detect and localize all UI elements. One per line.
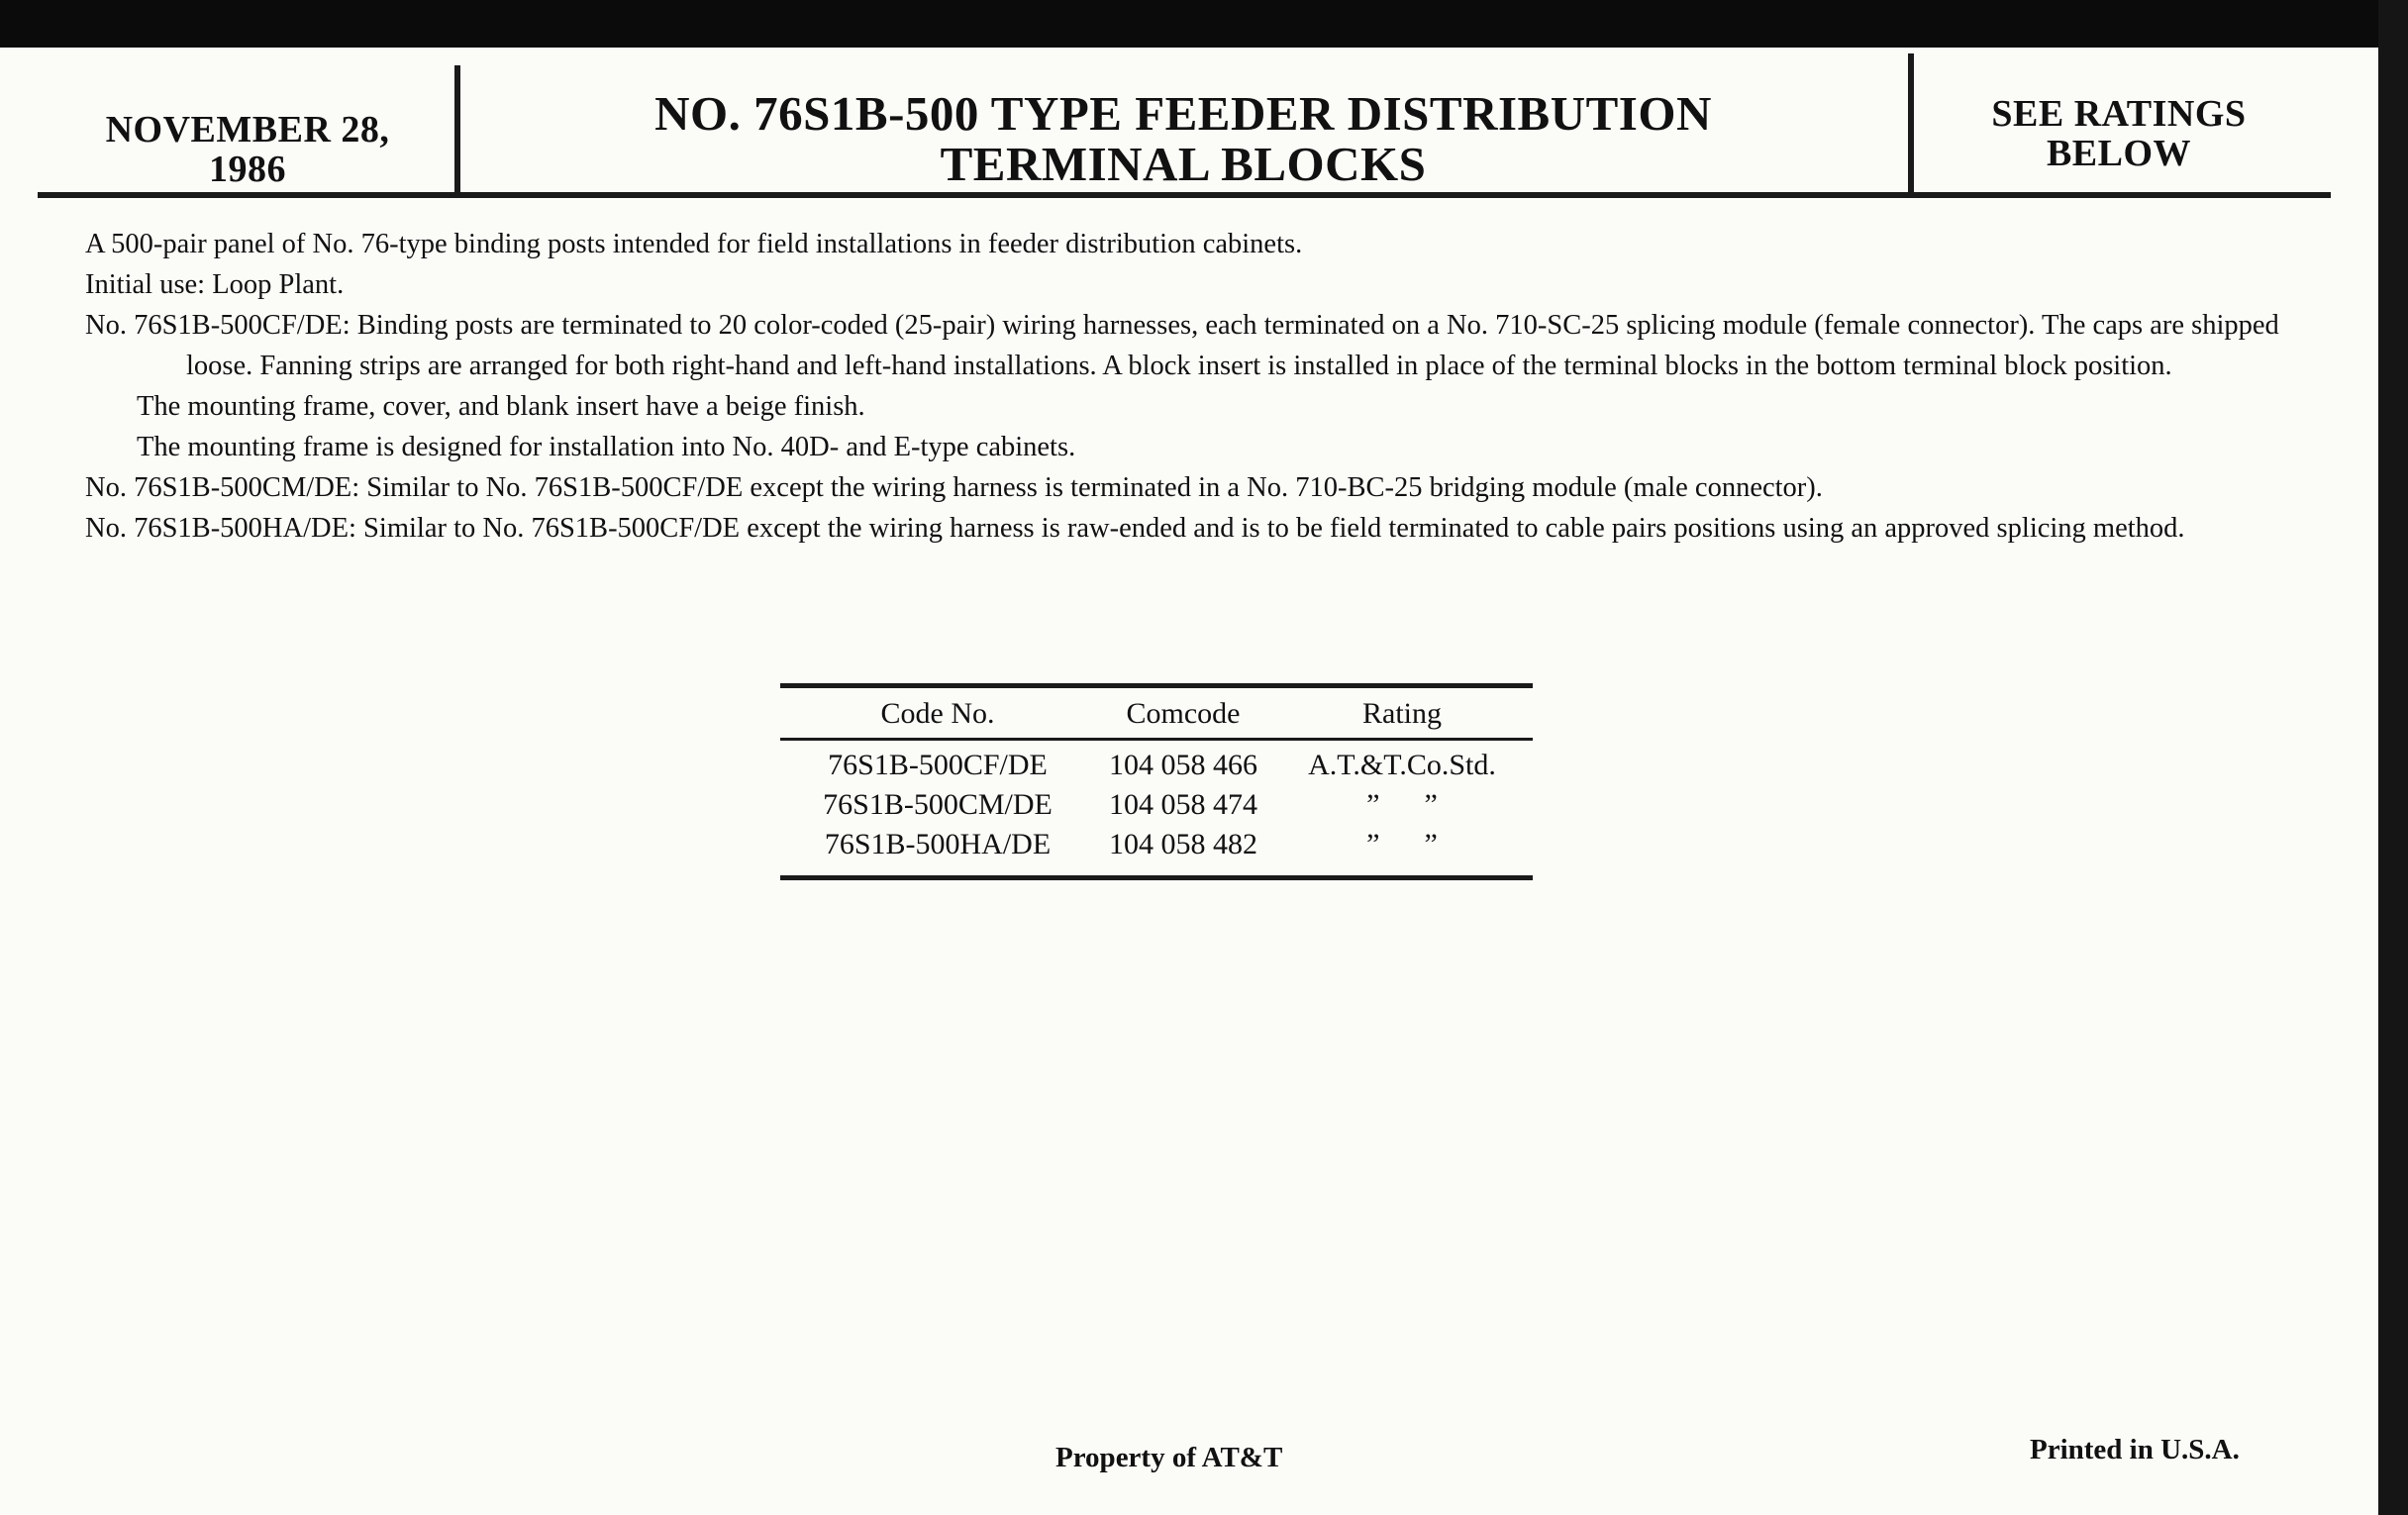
issue-date-line2: 1986 [209, 148, 286, 190]
table-row [780, 826, 1533, 865]
issue-date-line1: NOVEMBER 28, [105, 109, 390, 151]
page-title-line1: NO. 76S1B-500 TYPE FEEDER DISTRIBUTION [654, 86, 1712, 141]
comcode-cell: 104 058 474 [1109, 788, 1257, 821]
code-cell: 76S1B-500CM/DE [823, 788, 1053, 821]
property-notice: Property of AT&T [1055, 1442, 1283, 1473]
code-cell: 76S1B-500CF/DE [828, 749, 1048, 781]
header-divider-left [454, 65, 460, 198]
header-divider-right [1908, 53, 1914, 198]
description-body [85, 224, 2283, 549]
scan-right-border [2378, 0, 2408, 1515]
scan-top-border [0, 0, 2408, 48]
rating-cell: ” ” [1366, 788, 1438, 821]
header-rule [38, 192, 2331, 198]
initial-use-paragraph: Initial use: Loop Plant. [85, 269, 345, 300]
issue-date [59, 111, 436, 189]
header-code-no: Code No. [880, 697, 995, 730]
rating-cell: ” ” [1366, 828, 1438, 860]
comcode-cell: 104 058 466 [1109, 749, 1257, 781]
code-cell: 76S1B-500HA/DE [824, 828, 1052, 860]
document-page [0, 48, 2378, 1515]
frame-note: The mounting frame is designed for installation into No. 40D- and E-type cabinets. [137, 432, 1076, 462]
cf-description: No. 76S1B-500CF/DE: Binding posts are terminated to 20 color-coded (25-pair) wiring harnesses, each terminated on a No. 710-SC-25 splicing module (female connector). The caps are shipped loose. Fanning strips are arranged for both right-hand and left-hand installations. A block insert is installed in place of the terminal blocks in the bottom terminal block position. [85, 310, 2279, 381]
comcode-cell: 104 058 482 [1109, 828, 1257, 860]
table-bottom-rule [780, 875, 1533, 880]
cm-description: No. 76S1B-500CM/DE: Similar to No. 76S1B-500CF/DE except the wiring harness is terminated in a No. 710-BC-25 bridging module (male connector). [85, 472, 1823, 503]
table-row [780, 741, 1533, 786]
rating-cell: A.T.&T.Co.Std. [1308, 749, 1496, 781]
finish-note: The mounting frame, cover, and blank insert have a beige finish. [137, 391, 865, 422]
ha-description: No. 76S1B-500HA/DE: Similar to No. 76S1B-500CF/DE except the wiring harness is raw-ended and is to be field terminated to cable pairs positions using an approved splicing method. [85, 513, 2185, 544]
page-title-line2: TERMINAL BLOCKS [940, 136, 1427, 191]
ratings-note-line1: SEE RATINGS [1991, 93, 2247, 135]
ratings-note-line2: BELOW [2046, 132, 2192, 174]
table-header-row [780, 683, 1533, 741]
ratings-table [780, 683, 1533, 865]
header-comcode: Comcode [1126, 697, 1241, 730]
printed-notice: Printed in U.S.A. [2030, 1434, 2240, 1465]
ratings-note [1931, 95, 2307, 173]
page-title [535, 86, 1832, 191]
table-row [780, 786, 1533, 826]
header-rating: Rating [1362, 697, 1442, 730]
intro-paragraph: A 500-pair panel of No. 76-type binding posts intended for field installations in feeder distribution cabinets. [85, 229, 1303, 259]
